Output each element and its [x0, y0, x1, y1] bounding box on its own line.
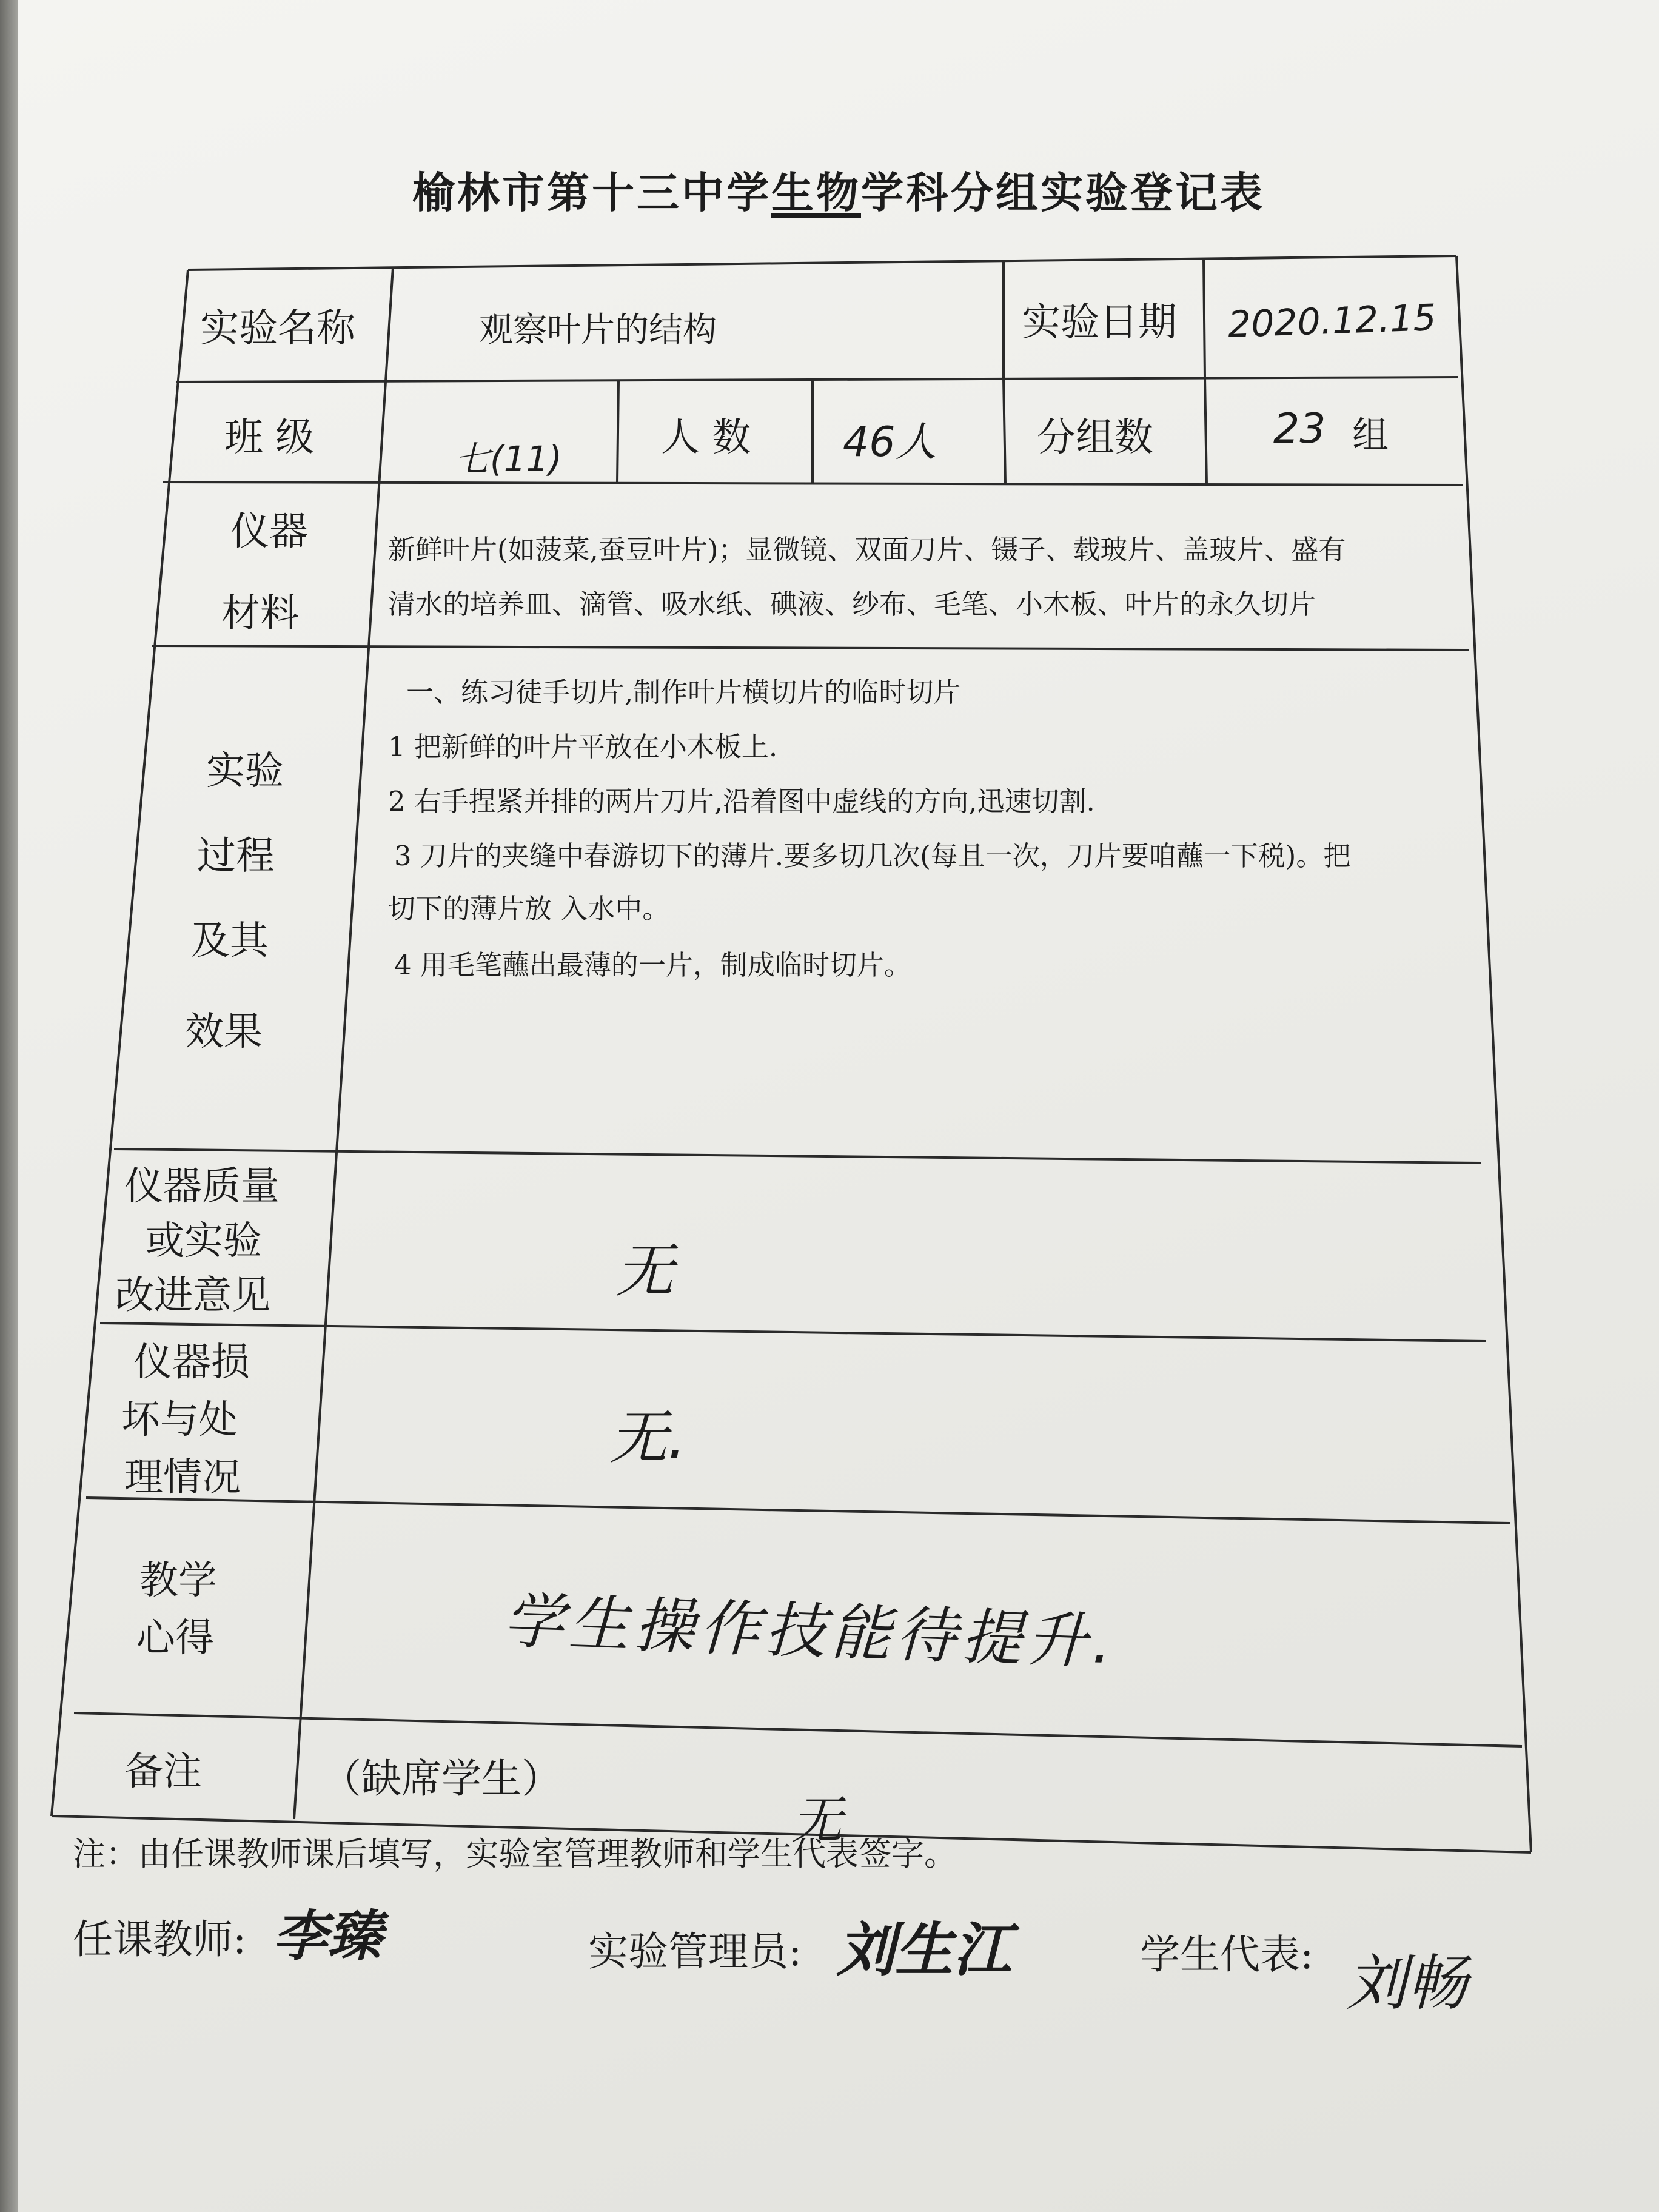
materials-text-line1: 新鲜叶片(如菠菜,蚕豆叶片)；显微镜、双面刀片、镊子、载玻片、盖玻片、盛有	[388, 534, 1346, 566]
groups-value: 23	[1273, 405, 1326, 453]
count-label: 人 数	[661, 415, 751, 460]
admin-signature: 刘生江	[837, 1916, 1011, 1984]
damage-label-3: 理情况	[124, 1455, 241, 1500]
form-note: 注：由任课教师课后填写，实验室管理教师和学生代表签字。	[73, 1835, 957, 1873]
materials-label-line2: 材料	[221, 591, 299, 636]
count-value: 46人	[843, 418, 937, 466]
admin-label: 实验管理员:	[588, 1928, 802, 1975]
materials-text-line2: 清水的培养皿、滴管、吸水纸、碘液、纱布、毛笔、小木板、叶片的永久切片	[388, 588, 1316, 620]
process-line-6: 4 用毛笔蘸出最薄的一片，制成临时切片。	[394, 949, 911, 981]
process-label-4: 效果	[185, 1010, 263, 1054]
process-line-1: 一、练习徒手切片,制作叶片横切片的临时切片	[406, 676, 961, 708]
process-line-2: 1 把新鲜的叶片平放在小木板上.	[388, 731, 778, 763]
process-line-5: 切下的薄片放 入水中。	[388, 893, 670, 925]
remarks-value: 无	[791, 1791, 843, 1850]
experiment-date-value: 2020.12.15	[1227, 297, 1437, 346]
subject-underlined: 生物	[771, 167, 861, 218]
registration-form	[18, 0, 1659, 2212]
experiment-date-label: 实验日期	[1022, 300, 1177, 345]
quality-label-2: 或实验	[146, 1219, 262, 1264]
absent-students-label: （缺席学生）	[321, 1755, 561, 1802]
experiment-name-label: 实验名称	[200, 306, 355, 351]
process-label-2: 过程	[197, 834, 275, 879]
student-rep-label: 学生代表:	[1140, 1931, 1314, 1978]
groups-unit: 组	[1352, 414, 1389, 457]
teacher-signature: 李臻	[273, 1905, 382, 1968]
student-rep-signature: 刘畅	[1346, 1948, 1467, 2019]
form-title: 榆林市第十三中学生物学科分组实验登记表	[412, 167, 1265, 218]
experiment-name-value: 观察叶片的结构	[479, 310, 717, 350]
materials-label-line1: 仪器	[230, 509, 308, 554]
quality-label-3: 改进意见	[115, 1273, 270, 1318]
quality-value: 无	[615, 1237, 674, 1305]
remarks-label: 备注	[124, 1749, 202, 1794]
process-label-3: 及其	[191, 919, 269, 964]
groups-label: 分组数	[1037, 415, 1153, 460]
teaching-value: 学生操作技能待提升.	[501, 1585, 1118, 1678]
quality-label-1: 仪器质量	[124, 1164, 280, 1209]
process-label-1: 实验	[206, 749, 284, 794]
teaching-label-2: 心得	[136, 1616, 214, 1661]
damage-label-2: 坏与处	[121, 1398, 238, 1443]
class-label: 班 级	[224, 415, 315, 460]
damage-value: 无.	[609, 1404, 686, 1472]
damage-label-1: 仪器损	[133, 1340, 250, 1385]
teaching-label-1: 教学	[139, 1558, 217, 1603]
process-line-4: 3 刀片的夹缝中春游切下的薄片.要多切几次(每且一次，刀片要咱蘸一下税)。把	[394, 840, 1351, 872]
teacher-label: 任课教师:	[73, 1916, 247, 1963]
class-value: 七(11)	[455, 438, 563, 480]
process-line-3: 2 右手捏紧并排的两片刀片,沿着图中虚线的方向,迅速切割.	[388, 785, 1095, 817]
